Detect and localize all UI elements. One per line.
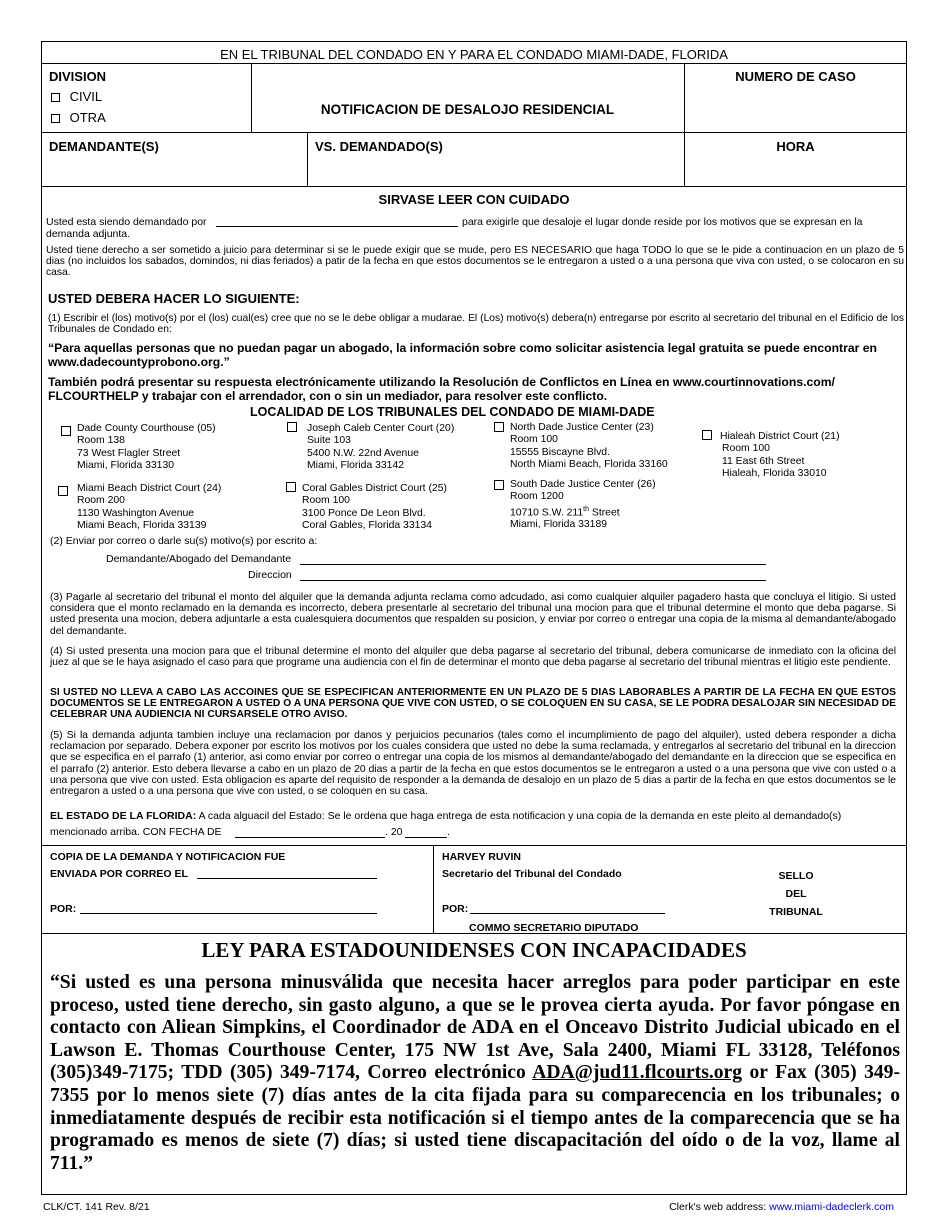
divider <box>41 186 907 187</box>
plaintiff-attorney-line[interactable] <box>300 564 766 565</box>
ada-paragraph: “Si usted es una persona minusválida que necesita hacer arreglos para poder participar en este proceso, usted tiene derecho, sin gasto alguno, a que se le provea cierta ayuda. Por favor póngase en contacto con Aliean Simpkins, el Coordinador de ADA en el Onceavo Distrito Judicial ubicado en el Lawson E. Thomas Courthouse Center, 175 NW 1st Ave, Sala 2400, Miami FL 33128, Teléfonos (305)349-7175; TDD (305) 349-7174, Correo electrónico ADA@jud11.flcourts.org or Fax (305) 349-7355 por lo menos siete (7) días antes de la cita fijada para su comparecencia en los tribunales; o inmediatamente después de recibir esta notificación si el tiempo antes de la comparecencia que se ha programado es menos de siete (7) días; si usted tiene discapacitación del oído o de la voz, llame al 711.” <box>50 972 900 1174</box>
civil-checkbox[interactable] <box>51 93 60 102</box>
civil-label: CIVIL <box>69 89 103 104</box>
ada-title: LEY PARA ESTADOUNIDENSES CON INCAPACIDADES <box>201 938 747 962</box>
por-right-label: POR: <box>442 903 469 915</box>
por-left-line[interactable] <box>80 913 377 914</box>
civil-option[interactable] <box>51 89 102 104</box>
court-south-dade: South Dade Justice Center (26) Room 1200 10710 S.W. 211th Street Miami, Florida 33189 <box>510 479 656 531</box>
time-label: HORA <box>776 139 815 154</box>
address-label: Direccion <box>248 569 292 581</box>
rights-paragraph: Usted tiene derecho a ser sometido a juicio para determinar si se le puede exigir que se mude, pero ES NECESARIO que haga TODO lo que se le pide a continuacion en un plazo de 5 dias (no incluidos los sabados, domindos, ni dias feriados) a patir de la fecha en que estos documentos se le entregaron a usted o a una persona que viva con usted, o se colocaron en su casa. <box>46 245 904 279</box>
copy-line1: COPIA DE LA DEMANDA Y NOTIFICACION FUE <box>50 851 286 863</box>
read-carefully-heading: SIRVASE LEER CON CUIDADO <box>378 192 570 207</box>
court-title: EN EL TRIBUNAL DEL CONDADO EN Y PARA EL CONDADO MIAMI-DADE, FLORIDA <box>220 47 728 62</box>
plaintiff-attorney-label: Demandante/Abogado del Demandante <box>106 553 292 565</box>
address-line[interactable] <box>300 580 766 581</box>
step1-paragraph: (1) Escribir el (los) motivo(s) por el (los) cual(es) cree que no se le debe obligar a mudarae. El (Los) motivo(s) debera(n) entregarse por escrito al secretario del tribunal en el Edificio de los Tribunales de Condado en: <box>48 313 904 336</box>
step5-paragraph: (5) Si la demanda adjunta tambien incluye una reclamacion por danos y perjuicios pecunarios (tales como el incumplimiento de pago del alquiler), usted debera responder a dicha reclamacion por separado. Debera exponer por escrito los motivos por los cuales considera que usted no debe la suma reclamada, y entregarlos al secretario del tribunal en la direccion que se especifica en el parrafo (1) anterior, asi como enviar por correo o entregar una copia de los mismos al demandante/abogado del demandante en la direccion que se especifica en el parrafo (2) anterior. Esto debera llevarse a cabo en un plazo de 20 dias a partir de la fecha en que estos documentos se le entregaron a usted o a una persona que vive con usted o a una persona que vive con usted. Esta obligacion es aparte del requisito de responder a la demanda de desalojo en un plazo de 5 dias a partir de la fecha en que estos documentos se le entregaron a usted o a una persona que vive con usted, o se coloquen en su casa. <box>50 730 896 798</box>
seal-area: SELLO DEL TRIBUNAL <box>769 870 823 918</box>
clerk-title: Secretario del Tribunal del Condado <box>442 868 622 880</box>
clerk-web-address: Clerk's web address: www.miami-dadeclerk.com <box>669 1201 894 1213</box>
notice-title: NOTIFICACION DE DESALOJO RESIDENCIAL <box>320 102 615 117</box>
court-miami-beach: Miami Beach District Court (24) Room 200 1130 Washington Avenue Miami Beach, Florida 33139 <box>77 483 222 531</box>
court-checkbox-coral-gables[interactable] <box>286 482 296 492</box>
clerk-web-link[interactable]: www.miami-dadeclerk.com <box>769 1201 894 1213</box>
court-checkbox-dade[interactable] <box>61 426 71 436</box>
court-checkbox-miami-beach[interactable] <box>58 486 68 496</box>
divider <box>41 845 907 846</box>
court-north-dade: North Dade Justice Center (23) Room 100 15555 Biscayne Blvd. North Miami Beach, Florida 33160 <box>510 422 668 470</box>
divider <box>41 132 907 133</box>
clerk-name: HARVEY RUVIN <box>442 851 521 863</box>
mailed-date-line[interactable] <box>197 878 377 879</box>
state-line: EL ESTADO DE LA FLORIDA: A cada alguacil del Estado: Se le ordena que haga entrega de esta notificacion y una copia de la demanda en este pleito al demandado(s) <box>50 810 842 822</box>
court-coral-gables: Coral Gables District Court (25) Room 100 3100 Ponce De Leon Blvd. Coral Gables, Florida 33134 <box>302 483 447 531</box>
court-joseph-caleb: Joseph Caleb Center Court (20) Suite 103 5400 N.W. 22nd Avenue Miami, Florida 33142 <box>307 423 455 471</box>
step4-paragraph: (4) Si usted presenta una mocion para que el tribunal determine el monto del alquiler que deba pagarse al secretario del tribunal, debera comunicarse de inmediato con la oficina del juez al que se le haya asignado el caso para que programe una audiencia con el fin de determinar el monto que deba pagarse al secretario del tribunal mientras el litigio este pendiente. <box>50 646 896 669</box>
ada-email-link[interactable]: ADA@jud11.flcourts.org <box>532 1062 743 1084</box>
copy-line2: ENVIADA POR CORREO EL <box>50 868 188 880</box>
online-paragraph: También podrá presentar su respuesta electrónicamente utilizando la Resolución de Conflictos en Línea en www.courtinnovations.com/ FLCOURTHELP y trabajar con el arrendador, con o sin un mediador, para resolver este conflicto. <box>48 375 835 404</box>
otra-checkbox[interactable] <box>51 114 60 123</box>
must-do-heading: USTED DEBERA HACER LO SIGUIENTE: <box>48 291 300 306</box>
otra-label: OTRA <box>69 110 106 125</box>
year-line[interactable] <box>405 837 447 838</box>
date-line[interactable] <box>235 837 385 838</box>
por-right-line[interactable] <box>470 913 665 914</box>
step3-paragraph: (3) Pagarle al secretario del tribunal el monto del alquiler que la demanda adjunta reclama como adcudado, asi como cualquier alquiler pagadero hasta que concluya el litigio. Si usted considera que el monto reclamado en la demanda es incorrecto, debera presentarle al secretario del tribunal una mocion para que el tribunal determine el monto que deba pagarse. Si usted presenta una mocion, debera adjuntarle a esta cualesquiera documentos que respalden su posicion, y enviar por correo o entregar una copia de la misma al demandante/abogado del demandante. <box>50 592 896 637</box>
case-number-label: NUMERO DE CASO <box>735 69 856 84</box>
court-checkbox-south-dade[interactable] <box>494 480 504 490</box>
otra-option[interactable] <box>51 110 106 125</box>
divider <box>251 63 252 132</box>
sued-prefix: Usted esta siendo demandado por <box>46 216 207 228</box>
sued-tail: demanda adjunta. <box>46 228 131 240</box>
division-label: DIVISION <box>49 69 107 84</box>
mentioned-text: mencionado arriba. CON FECHA DE <box>50 826 222 838</box>
deputy-label: COMMO SECRETARIO DIPUTADO <box>469 922 639 934</box>
divider <box>41 63 907 64</box>
probono-paragraph: “Para aquellas personas que no puedan pagar un abogado, la información sobre como solicitar asistencia legal gratuita se puede encontrar en www.dadecountyprobono.org.” <box>48 341 877 370</box>
step2-text: (2) Enviar por correo o darle su(s) motivo(s) por escrito a: <box>50 535 318 547</box>
divider <box>307 132 308 186</box>
plaintiff-label: DEMANDANTE(S) <box>49 139 159 154</box>
court-checkbox-hialeah[interactable] <box>702 430 712 440</box>
year-prefix: . 20 <box>385 826 403 838</box>
plaintiff-name-line[interactable] <box>216 226 458 227</box>
por-left-label: POR: <box>50 903 77 915</box>
form-id: CLK/CT. 141 Rev. 8/21 <box>43 1201 150 1213</box>
sued-suffix: para exigirle que desaloje el lugar donde reside por los motivos que se expresan en la <box>462 216 863 228</box>
defendant-label: VS. DEMANDADO(S) <box>315 139 443 154</box>
divider <box>433 845 434 933</box>
locations-title: LOCALIDAD DE LOS TRIBUNALES DEL CONDADO DE MIAMI-DADE <box>250 405 655 419</box>
court-dade-county: Dade County Courthouse (05) Room 138 73 West Flagler Street Miami, Florida 33130 <box>77 423 216 471</box>
court-checkbox-north-dade[interactable] <box>494 422 504 432</box>
date-period: . <box>447 826 450 838</box>
warning-paragraph: SI USTED NO LLEVA A CABO LAS ACCOINES QUE SE ESPECIFICAN ANTERIORMENTE EN UN PLAZO DE 5 DIAS LABORABLES A PARTIR DE LA FECHA EN QUE ESTOS DOCUMENTOS SE LE ENTREGARON A USTED O A UNA PERSONA QUE VIVE CON USTED, O SE COLOQUEN EN SU CASA, SE LE PODRA DESALOJAR SIN NECESIDAD DE CELEBRAR UNA AUDIENCIA NI CURSARSELE OTRO AVISO. <box>50 687 896 721</box>
court-checkbox-caleb[interactable] <box>287 422 297 432</box>
court-hialeah: Hialeah District Court (21) Room 100 11 East 6th Street Hialeah, Florida 33010 <box>720 431 840 479</box>
